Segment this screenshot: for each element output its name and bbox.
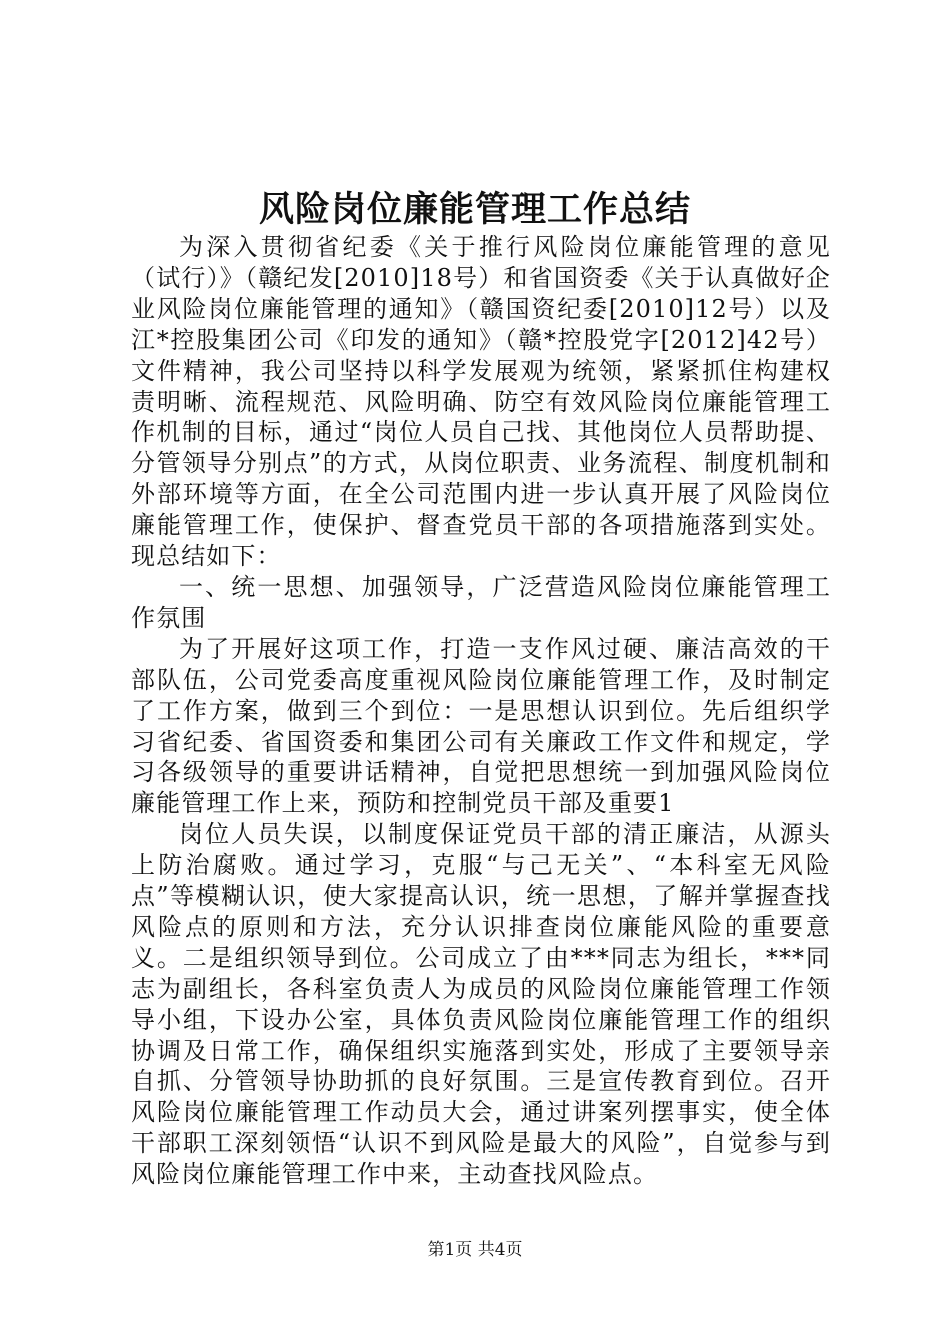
document-title: 风险岗位廉能管理工作总结 [258,189,691,230]
document-body [131,232,831,1190]
paragraph-2: 为了开展好这项工作，打造一支作风过硬、廉洁高效的干部队伍，公司党委高度重视风险岗位廉能管理工作，及时制定了工作方案，做到三个到位：一是思想认识到位。先后组织学习省纪委、省国资委和集团公司有关廉政工作文件和规定，学习各级领导的重要讲话精神，自觉把思想统一到加强风险岗位廉能管理工作上来，预防和控制党员干部及重要1 [131,634,831,818]
paragraph-heading-1: 一、统一思想、加强领导，广泛营造风险岗位廉能管理工作氛围 [131,572,831,632]
page-footer: 第1页 共4页 [427,1240,523,1260]
paragraph-3: 岗位人员失误，以制度保证党员干部的清正廉洁，从源头上防治腐败。通过学习，克服“与己无关”、“本科室无风险点”等模糊认识，使大家提高认识，统一思想，了解并掌握查找风险点的原则和方法，充分认识排查岗位廉能风险的重要意义。二是组织领导到位。公司成立了由***同志为组长，***同志为副组长，各科室负责人为成员的风险岗位廉能管理工作领导小组，下设办公室，具体负责风险岗位廉能管理工作的组织协调及日常工作，确保组织实施落到实处，形成了主要领导亲自抓、分管领导协助抓的良好氛围。三是宣传教育到位。召开风险岗位廉能管理工作动员大会，通过讲案列摆事实，使全体干部职工深刻领悟“认识不到风险是最大的风险”，自觉参与到风险岗位廉能管理工作中来，主动查找风险点。 [131,820,831,1189]
paragraph-intro: 为深入贯彻省纪委《关于推行风险岗位廉能管理的意见（试行）》（赣纪发[2010]18号）和省国资委《关于认真做好企业风险岗位廉能管理的通知》（赣国资纪委[2010]12号）以及江*控股集团公司《印发的通知》（赣*控股党字[2012]42号）文件精神，我公司坚持以科学发展观为统领，紧紧抓住构建权责明晰、流程规范、风险明确、防空有效风险岗位廉能管理工作机制的目标，通过“岗位人员自己找、其他岗位人员帮助提、分管领导分别点”的方式，从岗位职责、业务流程、制度机制和外部环境等方面，在全公司范围内进一步认真开展了风险岗位廉能管理工作，使保护、督查党员干部的各项措施落到实处。现总结如下： [131,233,831,571]
